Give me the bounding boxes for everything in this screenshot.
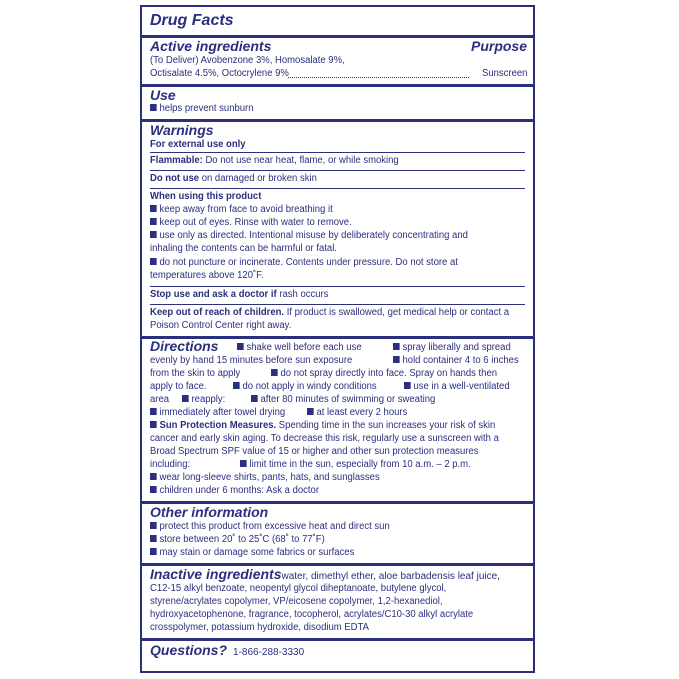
other-item: protect this product from excessive heat and direct sun: [150, 521, 390, 533]
other-item: store between 20˚ to 25˚C (68˚ to 77˚F): [150, 534, 325, 546]
direction-item: limit time in the sun, especially from 10 a.m. – 2 p.m.: [240, 459, 471, 471]
direction-item: children under 6 months: Ask a doctor: [150, 485, 319, 497]
drug-facts-title: Drug Facts: [150, 12, 234, 29]
direction-text: area: [150, 394, 170, 405]
phone-number: 1-866-288-3330: [233, 647, 305, 658]
thin-divider: [150, 170, 525, 171]
bullet-icon: [150, 218, 157, 225]
leader-dots: [288, 77, 469, 78]
bullet-icon: [150, 408, 157, 415]
bullet-icon: [150, 104, 157, 111]
inactive-text: water, dimethyl ether, aloe barbadensis leaf juice,: [281, 571, 500, 582]
direction-item: spray liberally and spread: [393, 342, 511, 354]
bullet-icon: [393, 343, 400, 350]
thin-divider: [150, 304, 525, 305]
bullet-icon: [150, 231, 157, 238]
bullet-icon: [307, 408, 314, 415]
bullet-icon: [150, 258, 157, 265]
inactive-text: styrene/acrylates copolymer, VP/eicosene copolymer, 1,2-hexanediol,: [150, 596, 443, 607]
bullet-icon: [251, 395, 258, 402]
thin-divider: [150, 286, 525, 287]
use-heading: Use: [150, 87, 176, 103]
external-use-text: For external use only: [150, 139, 246, 150]
thin-divider: [150, 188, 525, 189]
direction-item: do not apply in windy conditions: [233, 381, 377, 393]
keep-out-reach-continued: Poison Control Center right away.: [150, 320, 292, 331]
bullet-icon: [393, 356, 400, 363]
bullet-icon: [150, 486, 157, 493]
sun-protection-text: cancer and early skin aging. To decrease this risk, regularly use a sunscreen with a: [150, 433, 499, 444]
directions-heading: Directions: [150, 338, 219, 354]
bullet-icon: [271, 369, 278, 376]
bullet-icon: [150, 205, 157, 212]
bullet-icon: [182, 395, 189, 402]
inactive-first-line: [150, 566, 500, 584]
active-line-1: (To Deliver) Avobenzone 3%, Homosalate 9%,: [150, 55, 345, 66]
warning-item: keep out of eyes. Rinse with water to remove.: [150, 217, 352, 229]
direction-item: shake well before each use: [237, 342, 362, 354]
bullet-icon: [150, 535, 157, 542]
sun-protection-item: Sun Protection Measures. Spending time in the sun increases your risk of skin: [150, 420, 495, 432]
active-line-2: Octisalate 4.5%, Octocrylene 9%: [150, 68, 289, 79]
drug-facts-panel: [140, 5, 535, 673]
direction-item: do not spray directly into face. Spray on hands then: [271, 368, 497, 380]
purpose-text: Sunscreen: [482, 68, 528, 79]
direction-item: after 80 minutes of swimming or sweating: [251, 394, 435, 406]
questions-heading: Questions?: [150, 642, 228, 658]
bullet-icon: [150, 522, 157, 529]
bullet-icon: [237, 343, 244, 350]
bullet-icon: [150, 548, 157, 555]
warning-item-continued: inhaling the contents can be harmful or fatal.: [150, 243, 337, 254]
warning-item: keep away from face to avoid breathing it: [150, 204, 333, 216]
other-item: may stain or damage some fabrics or surfaces: [150, 547, 354, 559]
inactive-text: C12-15 alkyl benzoate, neopentyl glycol diheptanoate, butylene glycol,: [150, 583, 447, 594]
bullet-icon: [150, 421, 157, 428]
sun-protection-text: Broad Spectrum SPF value of 15 or higher and other sun protection measures: [150, 446, 479, 457]
thin-divider: [150, 152, 525, 153]
warning-item: do not puncture or incinerate. Contents under pressure. Do not store at: [150, 257, 458, 269]
inactive-text: hydroxyacetophenone, fragrance, tocopherol, acrylates/C10-30 alkyl acrylate: [150, 609, 474, 620]
inactive-text: crosspolymer, potassium hydroxide, disodium EDTA: [150, 622, 369, 633]
bullet-icon: [240, 460, 247, 467]
direction-item: use in a well-ventilated: [404, 381, 510, 393]
bullet-icon: [150, 473, 157, 480]
direction-text: from the skin to apply: [150, 368, 241, 379]
warning-item: use only as directed. Intentional misuse by deliberately concentrating and: [150, 230, 468, 242]
do-not-use-warning: Do not use on damaged or broken skin: [150, 173, 317, 184]
when-using-heading: When using this product: [150, 191, 262, 202]
direction-item: reapply:: [182, 394, 225, 406]
active-ingredients-heading: Active ingredients: [150, 38, 272, 54]
sun-protection-text: including:: [150, 459, 191, 470]
warnings-heading: Warnings: [150, 122, 214, 138]
direction-text: evenly by hand 15 minutes before sun exposure: [150, 355, 353, 366]
keep-out-reach-warning: Keep out of reach of children. If product is swallowed, get medical help or contact a: [150, 307, 510, 318]
divider: [142, 638, 533, 641]
direction-item: hold container 4 to 6 inches: [393, 355, 519, 367]
bullet-icon: [233, 382, 240, 389]
bullet-icon: [404, 382, 411, 389]
purpose-heading: Purpose: [470, 38, 527, 54]
direction-item: immediately after towel drying: [150, 407, 285, 419]
use-item: helps prevent sunburn: [150, 103, 254, 115]
divider: [142, 84, 533, 87]
other-information-heading: Other information: [150, 504, 269, 520]
direction-item: wear long-sleeve shirts, pants, hats, and sunglasses: [150, 472, 380, 484]
inactive-ingredients-heading: Inactive ingredients: [150, 566, 282, 582]
flammable-warning: Flammable: Do not use near heat, flame, or while smoking: [150, 155, 399, 166]
stop-use-warning: Stop use and ask a doctor if rash occurs: [150, 289, 329, 300]
direction-text: apply to face.: [150, 381, 207, 392]
questions-line: [150, 642, 304, 660]
direction-item: at least every 2 hours: [307, 407, 407, 419]
warning-item-continued: temperatures above 120˚F.: [150, 270, 264, 281]
